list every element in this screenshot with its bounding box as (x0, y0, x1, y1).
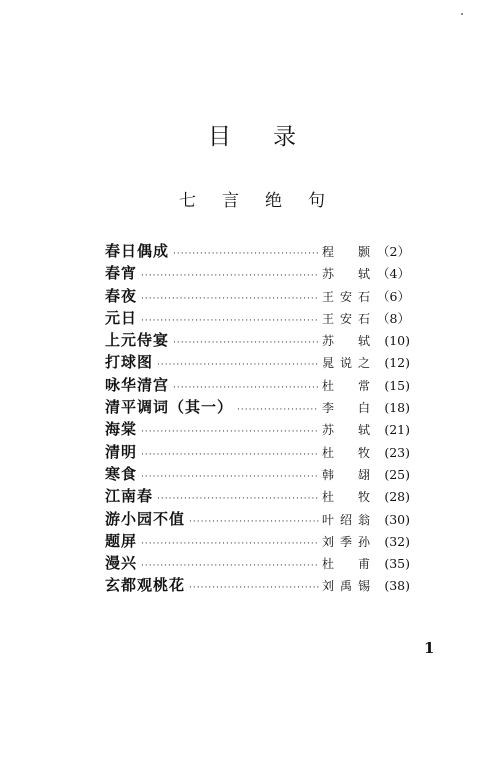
dot-leader (189, 517, 319, 527)
toc-entry-page: (18) (384, 400, 410, 416)
dot-leader (157, 360, 319, 370)
toc-entry-author: 叶绍翁 (322, 512, 370, 527)
toc-entry-title: 游小园不值 (105, 509, 186, 528)
toc-entry-title: 春宵 (105, 264, 138, 283)
toc-entry-page: (32) (384, 533, 410, 549)
toc-entry-author: 程颢 (322, 245, 370, 259)
toc-entry[interactable] (105, 351, 410, 373)
toc-entry-title: 打球图 (105, 353, 154, 372)
toc-entry[interactable] (105, 441, 410, 463)
toc-entry[interactable] (105, 574, 410, 596)
toc-entry-title: 海棠 (105, 420, 138, 439)
toc-entry-title: 清平调词（其一） (105, 398, 234, 417)
toc-entry-page: (10) (384, 333, 410, 349)
toc-entry-page: (38) (384, 578, 410, 594)
toc-entry-author: 王安石 (322, 311, 370, 326)
toc-entry[interactable] (105, 463, 410, 485)
toc-entry-author: 晁说之 (322, 356, 370, 371)
table-of-contents (105, 240, 410, 597)
toc-entry-page: (12) (384, 355, 410, 371)
toc-entry-author: 苏轼 (322, 267, 370, 282)
dot-leader (141, 561, 319, 571)
toc-entry-author: 苏轼 (322, 423, 370, 438)
toc-entry-page: (25) (384, 466, 410, 482)
toc-entry-author: 李白 (322, 401, 370, 416)
toc-entry-title: 上元侍宴 (105, 331, 170, 350)
toc-entry-author: 杜牧 (322, 445, 370, 460)
toc-entry-author: 刘季孙 (322, 534, 370, 549)
toc-entry-title: 春日偶成 (105, 242, 170, 260)
dot-leader (157, 494, 319, 504)
dot-leader (141, 271, 319, 281)
dot-leader (141, 427, 319, 437)
toc-entry[interactable] (105, 262, 410, 284)
toc-entry-page: (23) (384, 444, 410, 460)
toc-entry-author: 杜牧 (322, 490, 370, 505)
toc-entry[interactable] (105, 240, 410, 262)
section-title: 七言绝句 (179, 191, 351, 211)
toc-entry-title: 江南春 (105, 487, 154, 506)
toc-entry[interactable] (105, 374, 410, 396)
dot-leader (173, 383, 319, 393)
toc-entry-author: 杜甫 (322, 557, 370, 572)
toc-entry[interactable] (105, 396, 410, 418)
toc-entry-title: 漫兴 (105, 554, 138, 573)
corner-speck (461, 13, 463, 15)
dot-leader (141, 472, 319, 482)
dot-leader (141, 316, 319, 326)
toc-entry[interactable] (105, 508, 410, 530)
toc-entry[interactable] (105, 552, 410, 574)
dot-leader (141, 294, 319, 304)
page-title: 目录 (208, 124, 338, 150)
page-number: 1 (424, 639, 435, 657)
toc-entry[interactable] (105, 418, 410, 440)
dot-leader (141, 539, 319, 549)
dot-leader (189, 583, 319, 593)
toc-entry-title: 玄都观桃花 (105, 576, 186, 595)
dot-leader (141, 450, 319, 460)
toc-entry[interactable] (105, 307, 410, 329)
dot-leader (237, 405, 319, 415)
toc-entry-page: （2） (377, 244, 410, 259)
toc-entry-page: (28) (384, 489, 410, 505)
toc-entry-title: 咏华清宫 (105, 375, 170, 394)
toc-entry-title: 清明 (105, 442, 138, 461)
toc-entry-page: (21) (384, 422, 410, 438)
toc-entry-page: (15) (384, 377, 410, 393)
toc-entry-page: (30) (384, 511, 410, 527)
toc-entry-author: 杜常 (322, 378, 370, 393)
toc-entry-title: 题屏 (105, 531, 138, 550)
toc-entry-author: 刘禹锡 (322, 579, 370, 594)
toc-entry-author: 韩翃 (322, 467, 370, 482)
toc-entry-title: 元日 (105, 308, 138, 327)
toc-entry[interactable] (105, 485, 410, 507)
toc-entry-page: (35) (384, 556, 410, 572)
toc-entry-author: 王安石 (322, 289, 370, 304)
toc-entry-title: 春夜 (105, 286, 138, 305)
toc-entry[interactable] (105, 329, 410, 351)
toc-entry[interactable] (105, 285, 410, 307)
toc-entry-page: （8） (377, 310, 410, 326)
dot-leader (173, 249, 319, 259)
toc-entry-author: 苏轼 (322, 334, 370, 349)
toc-entry[interactable] (105, 530, 410, 552)
toc-entry-page: （6） (377, 288, 410, 304)
dot-leader (173, 338, 319, 348)
toc-entry-title: 寒食 (105, 464, 138, 483)
toc-entry-page: （4） (377, 266, 410, 282)
